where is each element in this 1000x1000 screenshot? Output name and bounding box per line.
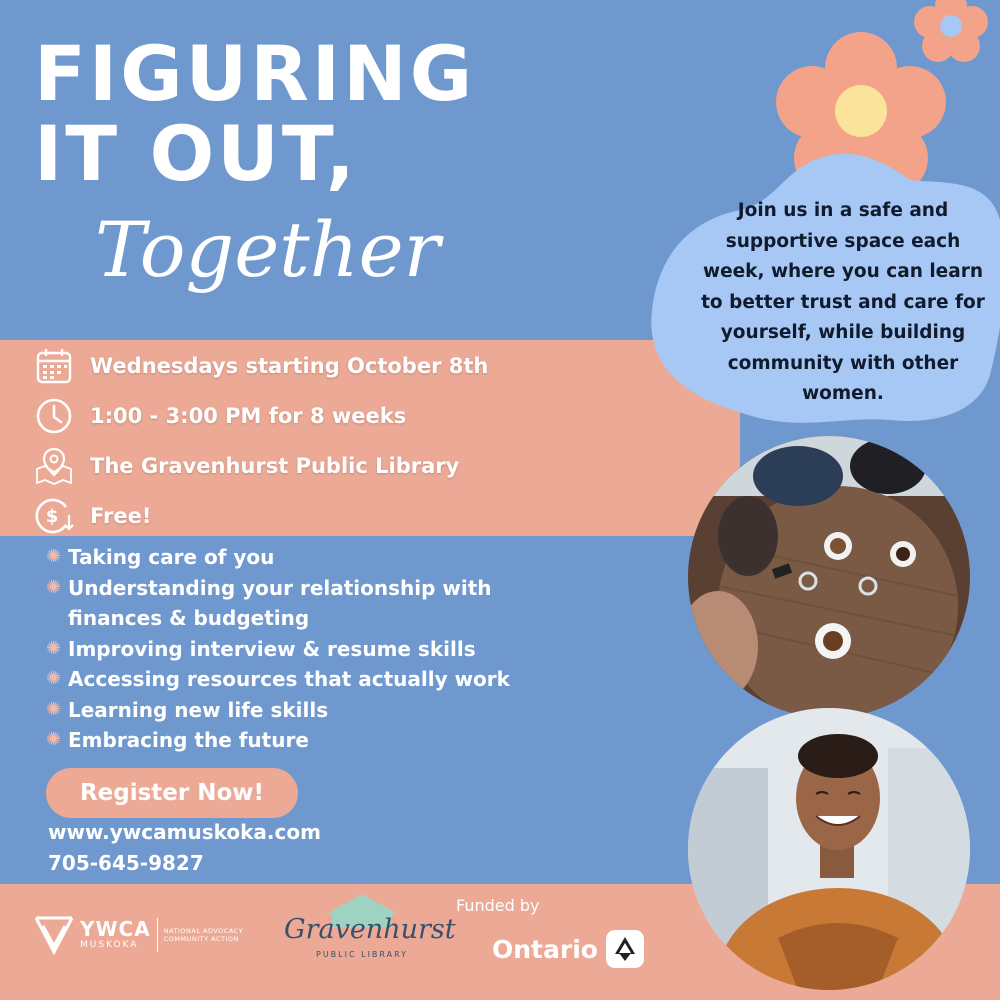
- photo-women-at-coffee-table: [688, 436, 970, 718]
- ywca-tagline: NATIONAL ADVOCACY COMMUNITY ACTION: [163, 927, 244, 943]
- detail-date: [32, 344, 488, 388]
- register-now-button[interactable]: Register Now!: [46, 768, 298, 818]
- list-item: ✺ Taking care of you: [46, 542, 510, 573]
- list-item: ✺ Accessing resources that actually work: [46, 664, 510, 695]
- detail-time-text: 1:00 - 3:00 PM for 8 weeks: [90, 404, 407, 428]
- ywca-logo: [34, 912, 264, 958]
- gravenhurst-library-logo: [282, 892, 456, 972]
- small-flower-icon: [912, 0, 990, 62]
- bullet-sparkle-icon: ✺: [46, 668, 62, 689]
- bullet-sparkle-icon: ✺: [46, 729, 62, 750]
- title-line-2: IT OUT,: [34, 109, 358, 198]
- detail-location: [32, 444, 459, 488]
- library-sub: PUBLIC LIBRARY: [316, 950, 409, 959]
- website-link[interactable]: www.ywcamuskoka.com: [48, 820, 321, 844]
- svg-text:$: $: [45, 506, 59, 527]
- detail-date-text: Wednesdays starting October 8th: [90, 354, 489, 378]
- detail-time: [32, 394, 406, 438]
- bullet-sparkle-icon: ✺: [46, 698, 62, 720]
- phone-number: 705-645-9827: [48, 851, 204, 875]
- ontario-logo: [492, 930, 644, 968]
- clock-icon: [32, 394, 76, 438]
- list-item: ✺ Improving interview & resume skills: [46, 634, 510, 665]
- ywca-mark-icon: [34, 912, 74, 958]
- ontario-name: Ontario: [492, 934, 598, 964]
- ywca-sub: MUSKOKA: [80, 940, 139, 950]
- bullet-sparkle-icon: ✺: [46, 576, 62, 598]
- trillium-icon: [606, 930, 644, 968]
- title-line-1: FIGURING: [34, 29, 476, 118]
- list-item: ✺ Learning new life skills: [46, 695, 510, 726]
- library-name: Gravenhurst: [284, 914, 456, 945]
- ywca-name: YWCA: [80, 917, 151, 941]
- title-script: Together: [95, 205, 440, 294]
- dollar-icon: [32, 494, 76, 538]
- topic-list: [46, 542, 510, 756]
- funded-by-label: Funded by: [456, 896, 540, 915]
- bullet-sparkle-icon: ✺: [46, 637, 62, 659]
- list-item: ✺ Embracing the future: [46, 725, 510, 756]
- list-item: ✺ Understanding your relationship with finances & budgeting: [46, 573, 510, 634]
- map-pin-icon: [32, 444, 76, 488]
- detail-location-text: The Gravenhurst Public Library: [90, 454, 460, 478]
- photo-smiling-woman: [688, 708, 970, 990]
- detail-cost-text: Free!: [90, 504, 152, 528]
- blurb-text: Join us in a safe and supportive space each week, where you can learn to better trust and care for yourself, while building community with other women.: [701, 200, 985, 404]
- calendar-icon: [32, 344, 76, 388]
- bullet-sparkle-icon: ✺: [46, 546, 62, 567]
- divider: [157, 918, 158, 952]
- detail-cost: [32, 494, 151, 538]
- title: [34, 29, 476, 198]
